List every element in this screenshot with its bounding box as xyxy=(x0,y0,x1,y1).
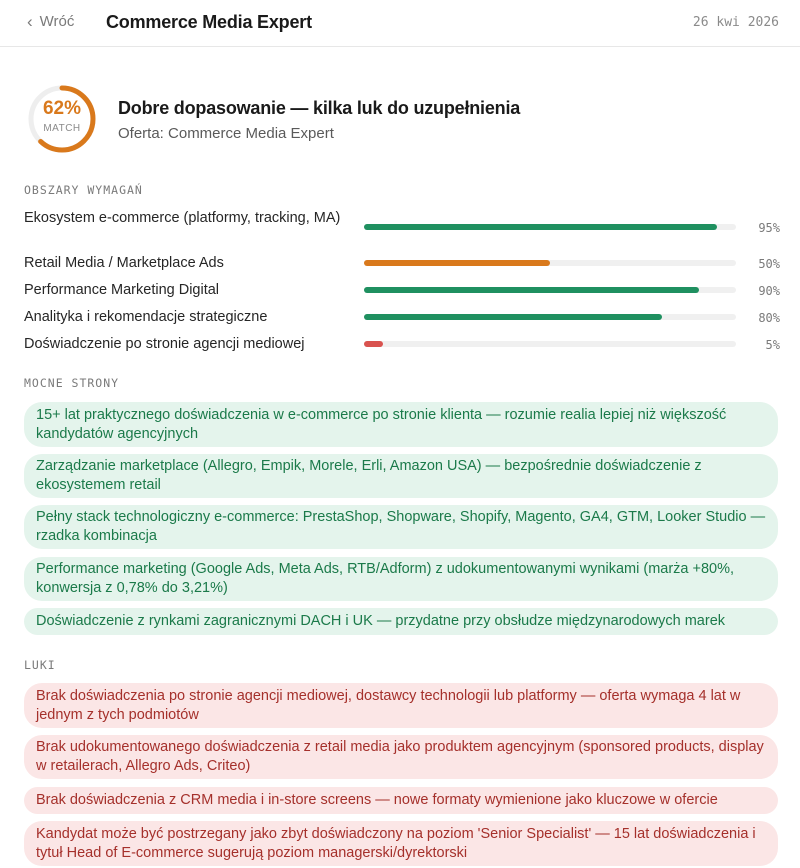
back-label: Wróć xyxy=(39,13,75,30)
requirement-bar-fill xyxy=(364,224,717,230)
requirement-value: 90% xyxy=(758,284,780,298)
strength-item: Doświadczenie z rynkami zagranicznymi DACH i UK — przydatne przy obsłudze międzynarodowych marek xyxy=(24,608,778,635)
strength-item: 15+ lat praktycznego doświadczenia w e-commerce po stronie klienta — rozumie realia lepiej niż większość kandydatów agencyjnych xyxy=(24,402,778,447)
gap-item: Brak doświadczenia po stronie agencji mediowej, dostawcy technologii lub platformy — oferta wymaga 4 lat w jednym z tych podmiotów xyxy=(24,683,778,728)
page-title: Commerce Media Expert xyxy=(106,12,312,32)
requirement-name: Retail Media / Marketplace Ads xyxy=(24,255,224,271)
gap-item: Kandydat może być postrzegany jako zbyt doświadczony na poziom 'Senior Specialist' — 15 lat doświadczenia i tytuł Head of E-commerce sugerują poziom managerski/dyrektorski xyxy=(24,821,778,866)
date-label: 26 kwi 2026 xyxy=(692,15,779,30)
verdict-title: Dobre dopasowanie — kilka luk do uzupełnienia xyxy=(118,98,521,118)
requirement-bar-track xyxy=(364,287,736,293)
requirement-value: 80% xyxy=(758,311,780,325)
requirement-bar-fill xyxy=(364,287,699,293)
top-bar xyxy=(0,0,800,47)
requirement-bar-fill xyxy=(364,260,550,266)
offer-subtitle: Oferta: Commerce Media Expert xyxy=(118,125,334,142)
requirement-bar-track xyxy=(364,341,736,347)
requirement-bar-track xyxy=(364,260,736,266)
back-button[interactable] xyxy=(27,13,74,30)
requirement-value: 95% xyxy=(758,221,780,235)
strength-item: Zarządzanie marketplace (Allegro, Empik, Morele, Erli, Amazon USA) — bezpośrednie doświadczenie z ekosystemem retail xyxy=(24,454,778,498)
requirement-value: 50% xyxy=(758,257,780,271)
strengths-label: MOCNE STRONY xyxy=(24,376,120,390)
gap-item: Brak udokumentowanego doświadczenia z retail media jako produktem agencyjnym (sponsored products, display w retailerach, Allegro Ads, Criteo) xyxy=(24,735,778,779)
requirement-name: Doświadczenie po stronie agencji mediowej xyxy=(24,336,305,352)
chevron-left-icon: ‹ xyxy=(27,12,33,31)
requirement-bar-track xyxy=(364,224,736,230)
gaps-label: LUKI xyxy=(24,658,56,672)
requirement-name: Ekosystem e-commerce (platformy, tracking, MA) xyxy=(24,210,341,226)
requirement-bar-track xyxy=(364,314,736,320)
requirement-value: 5% xyxy=(765,338,780,352)
requirements-label: OBSZARY WYMAGAŃ xyxy=(24,183,143,197)
match-gauge xyxy=(27,84,97,154)
requirement-name: Analityka i rekomendacje strategiczne xyxy=(24,309,268,325)
gap-item: Brak doświadczenia z CRM media i in-store screens — nowe formaty wymienione jako kluczowe w ofercie xyxy=(24,787,778,814)
requirement-bar-fill xyxy=(364,314,662,320)
requirement-name: Performance Marketing Digital xyxy=(24,282,220,298)
match-label: MATCH xyxy=(43,123,81,134)
strength-item: Performance marketing (Google Ads, Meta Ads, RTB/Adform) z udokumentowanymi wynikami (marża +80%, konwersja z 0,78% do 3,21%) xyxy=(24,557,778,601)
strength-item: Pełny stack technologiczny e-commerce: PrestaShop, Shopware, Shopify, Magento, GA4, GTM, Looker Studio — rzadka kombinacja xyxy=(24,505,778,549)
requirement-bar-fill xyxy=(364,341,383,347)
match-percent: 62% xyxy=(42,98,82,119)
